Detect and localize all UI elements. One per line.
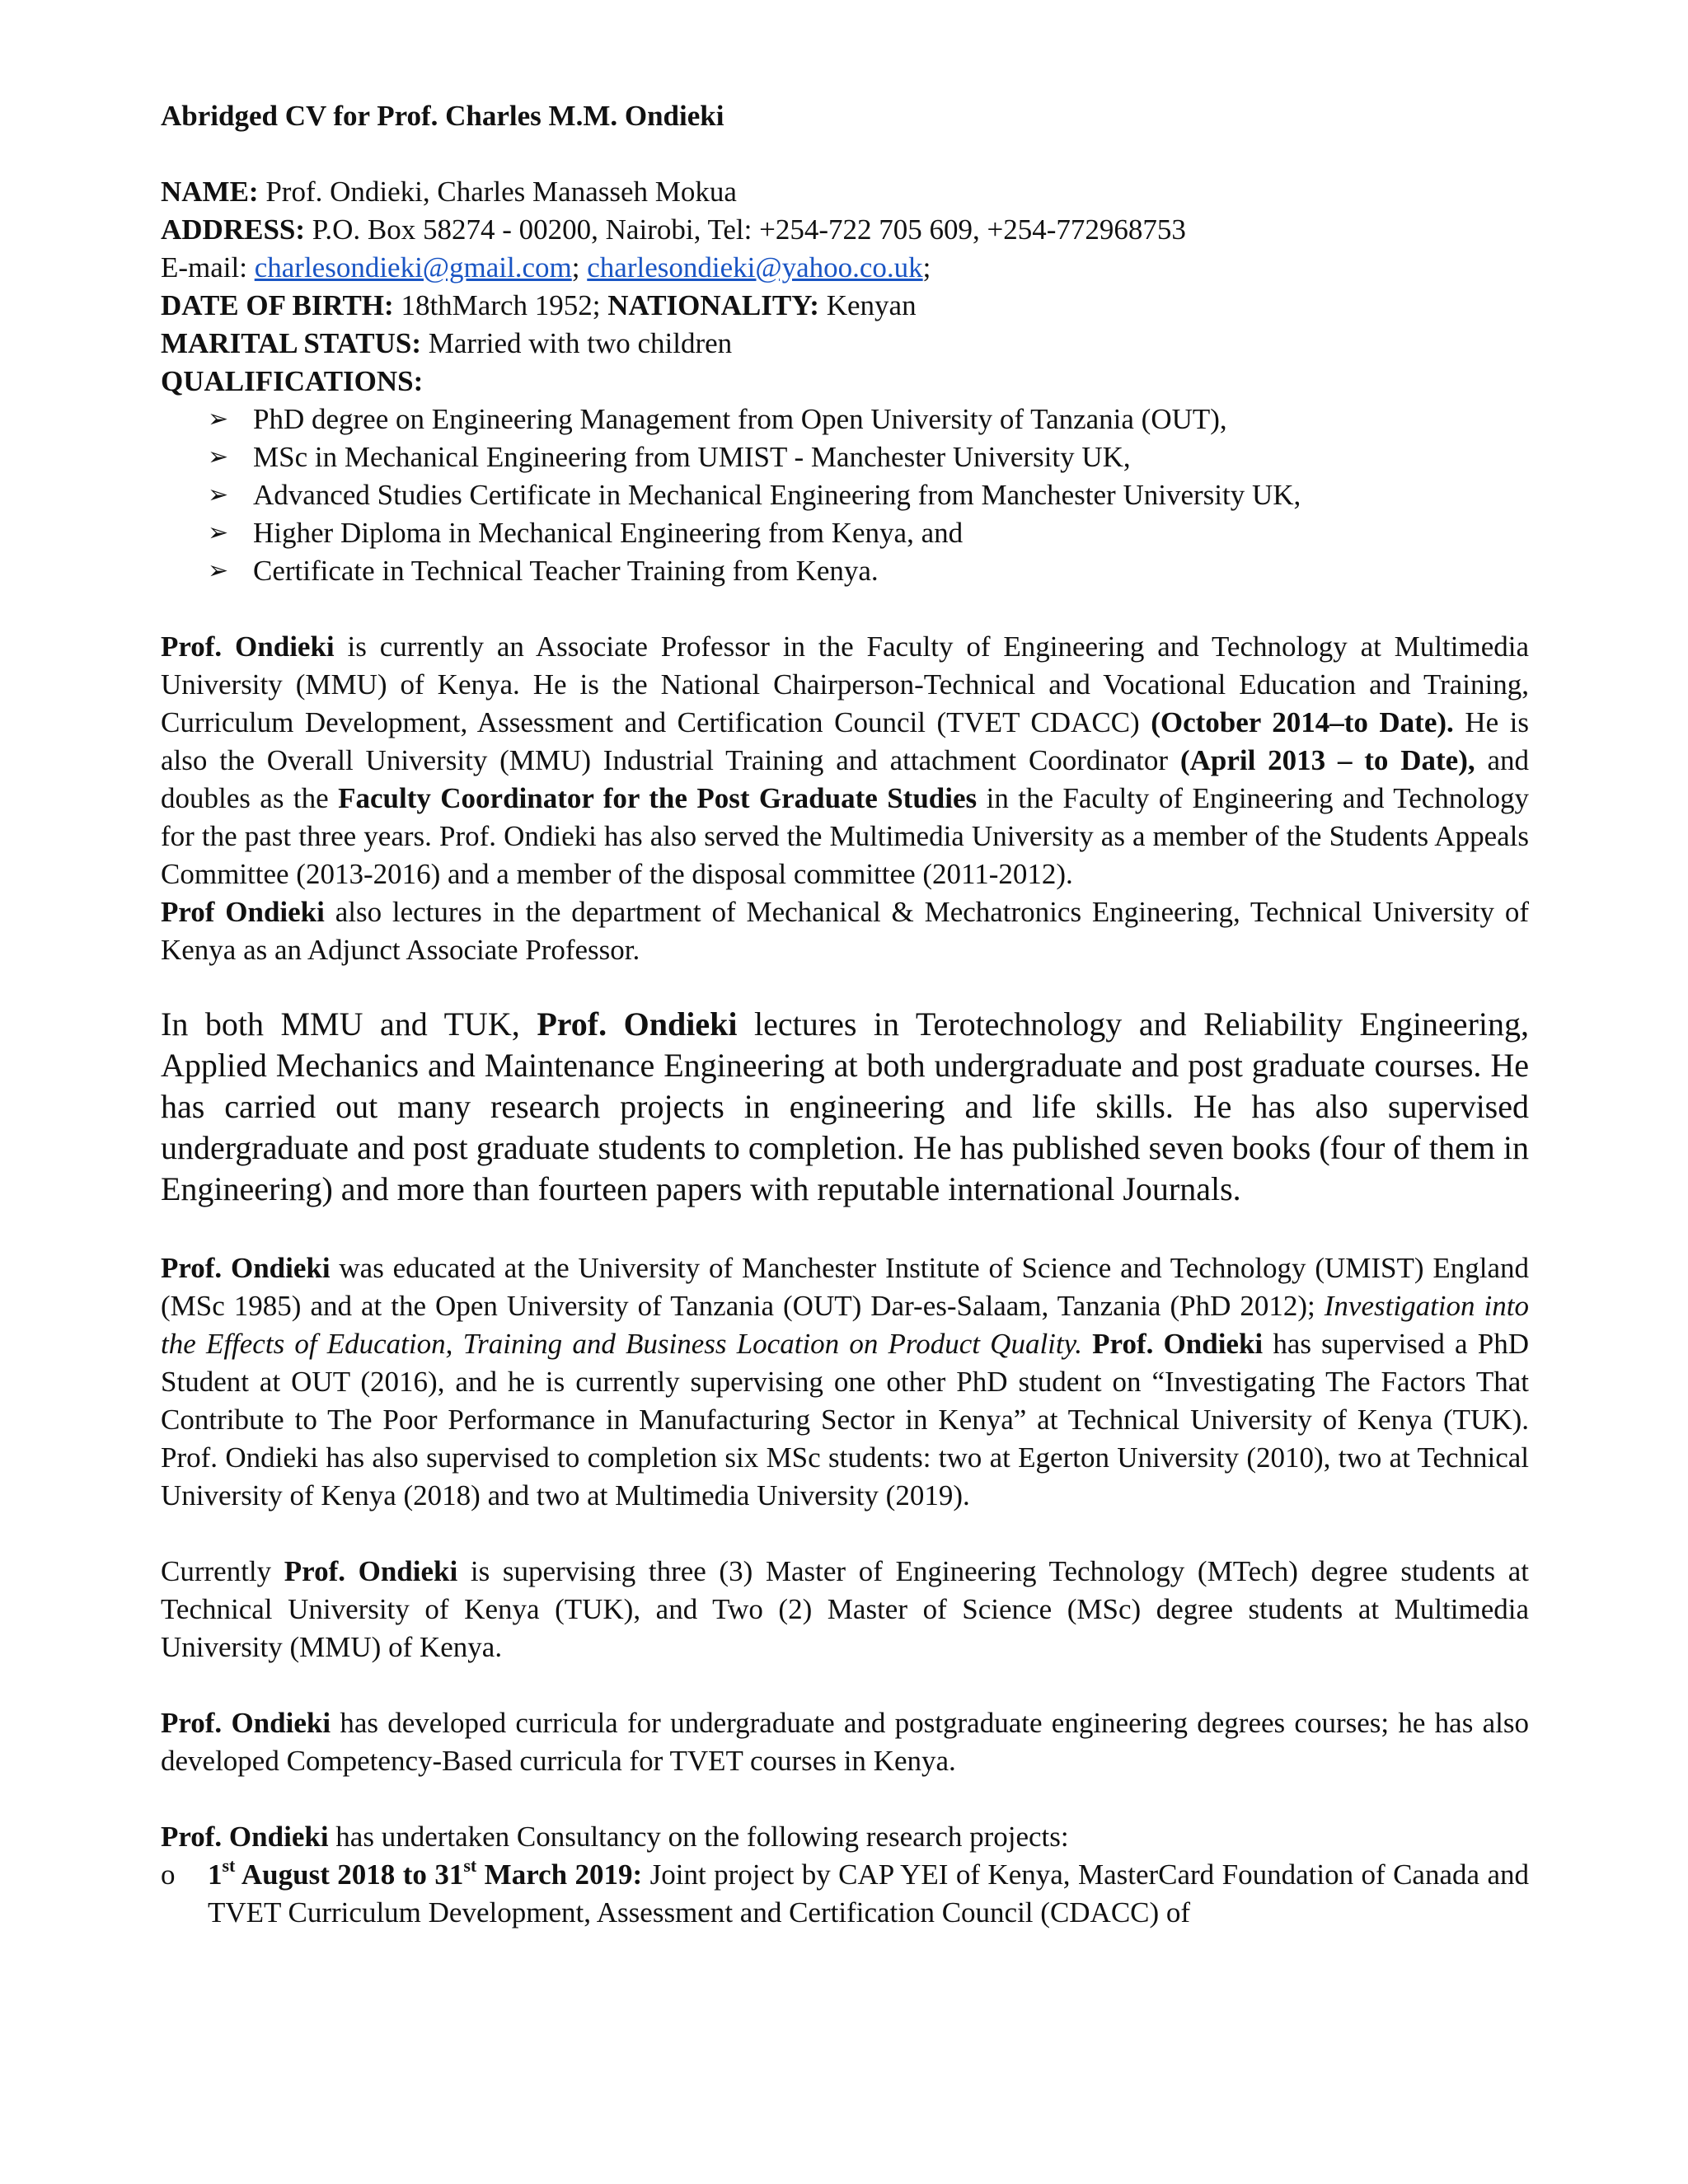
qualification-item [208, 438, 1529, 476]
name-label: NAME: [161, 176, 259, 208]
marital-line [161, 325, 1529, 363]
para-text: also lectures in the department of Mechanical & Mechatronics Engineering, Technical University of Kenya as an Adjunct Associate Professor. [161, 896, 1529, 966]
para-text: lectures in Terotechnology and Reliability Engineering, Applied Mechanics and Maintenance Engineering at both undergraduate and post graduate courses. He has carried out many research projects in engineering and life skills. He has also supervised undergraduate and post graduate students to completion. He has published seven books (four of them in Engineering) and more than fourteen papers with reputable international Journals. [161, 1005, 1529, 1207]
circle-bullet-icon: o [161, 1858, 176, 1891]
dob-label: DATE OF BIRTH: [161, 289, 394, 321]
name-emphasis: Prof. Ondieki [161, 630, 335, 663]
name-emphasis: Prof. Ondieki [161, 1707, 331, 1739]
qualification-item [208, 476, 1529, 514]
qualification-item [208, 514, 1529, 552]
qualification-item [208, 401, 1529, 438]
date-part: 1 [208, 1858, 223, 1891]
para-text: has undertaken Consultancy on the following research projects: [328, 1821, 1069, 1853]
name-value: Prof. Ondieki, Charles Manasseh Mokua [258, 176, 737, 208]
ordinal-suffix: st [222, 1855, 236, 1877]
email-label: E-mail: [161, 251, 255, 284]
qualifications-label: QUALIFICATIONS: [161, 365, 424, 397]
email-end: ; [922, 251, 931, 284]
address-label: ADDRESS: [161, 213, 306, 246]
nationality-value: Kenyan [818, 289, 917, 321]
email-line [161, 249, 1529, 287]
paragraph-education [161, 1249, 1529, 1515]
paragraph-lectures [161, 1004, 1529, 1210]
qualification-item [208, 552, 1529, 590]
para-text [1082, 1328, 1092, 1360]
project-item [161, 1856, 1529, 1932]
marital-label: MARITAL STATUS: [161, 327, 422, 359]
name-emphasis: Prof. Ondieki [1092, 1328, 1264, 1360]
projects-list [161, 1856, 1529, 1932]
cv-document [161, 97, 1529, 1932]
marital-value: Married with two children [421, 327, 733, 359]
para-text: has supervised a PhD Student at OUT (2016), and he is currently supervising one other PhD student on “Investigating The Factors That Contribute to The Poor Performance in Manufacturing Sector in Kenya” at Technical University of Kenya (TUK). Prof. Ondieki has also supervised to completion six MSc students: two at Egerton University (2010), two at Technical University of Kenya (2018) and two at Multimedia University (2019). [161, 1328, 1530, 1511]
para-text: In both MMU and TUK, [161, 1005, 537, 1043]
date-range-emphasis: (April 2013 – to Date), [1179, 744, 1475, 776]
arrow-bullet-icon: ➢ [208, 405, 229, 434]
date-part: March 2019: [476, 1858, 643, 1891]
project-date-range [208, 1855, 643, 1891]
para-text: is currently an Associate Professor in the Faculty of Engineering and Technology at Multimedia University (MMU) of Kenya. He is the National Chairperson-Technical and Vocational Education and Training, Curriculum Development, Assessment and Certification Council (TVET CDACC) [161, 630, 1529, 738]
arrow-bullet-icon: ➢ [208, 518, 229, 547]
paragraph-consultancy [161, 1818, 1529, 1856]
name-emphasis: Prof. Ondieki [161, 1252, 331, 1284]
para-text: in the Faculty of Engineering and Technology for the past three years. Prof. Ondieki has also served the Multimedia University as a member of the Students Appeals Committee (2013-2016) and a member of the disposal committee (2011-2012). [161, 782, 1529, 890]
thesis-title: Investigation into the Effects of Education, Training and Business Location on Product Quality. [161, 1290, 1529, 1360]
name-emphasis: Prof. Ondieki [537, 1005, 738, 1043]
dob-value: 18thMarch 1952; [393, 289, 608, 321]
qualification-text: MSc in Mechanical Engineering from UMIST - Manchester University UK, [253, 441, 1131, 473]
paragraph-curricula [161, 1704, 1529, 1780]
address-value: P.O. Box 58274 - 00200, Nairobi, Tel: +254-722 705 609, +254-772968753 [305, 213, 1186, 246]
email-link-gmail[interactable]: charlesondieki@gmail.com [254, 251, 572, 284]
document-title: Abridged CV for Prof. Charles M.M. Ondieki [161, 100, 724, 132]
name-line [161, 173, 1529, 211]
role-emphasis: Faculty Coordinator for the Post Graduate Studies [338, 782, 978, 814]
arrow-bullet-icon: ➢ [208, 443, 229, 471]
para-text: Currently [161, 1555, 284, 1587]
email-separator: ; [571, 251, 588, 284]
project-description: Joint project by CAP YEI of Kenya, MasterCard Foundation of Canada and TVET Curriculum Development, Assessment and Certification Council (CDACC) of [208, 1858, 1530, 1929]
para-text: He is also the Overall University (MMU) Industrial Training and attachment Coordinator [161, 706, 1530, 776]
para-text: has developed curricula for undergraduate and postgraduate engineering degrees courses; he has also developed Competency-Based curricula for TVET courses in Kenya. [161, 1707, 1529, 1777]
dob-line [161, 287, 1529, 325]
arrow-bullet-icon: ➢ [208, 480, 229, 509]
para-text: is supervising three (3) Master of Engineering Technology (MTech) degree students at Technical University of Kenya (TUK), and Two (2) Master of Science (MSc) degree students at Multimedia University (MMU) of Kenya. [161, 1555, 1530, 1663]
nationality-label: NATIONALITY: [607, 289, 819, 321]
paragraph-adjunct [161, 893, 1529, 969]
email-link-yahoo[interactable]: charlesondieki@yahoo.co.uk [587, 251, 923, 284]
para-text: and doubles as the [161, 744, 1529, 814]
address-line [161, 211, 1529, 249]
para-text: was educated at the University of Manchester Institute of Science and Technology (UMIST) England (MSc 1985) and at the Open University of Tanzania (OUT) Dar-es-Salaam, Tanzania (PhD 2012); [161, 1252, 1529, 1322]
qualification-text: PhD degree on Engineering Management from Open University of Tanzania (OUT), [253, 403, 1227, 435]
qualifications-heading [161, 363, 1529, 401]
qualification-text: Certificate in Technical Teacher Training from Kenya. [253, 555, 879, 587]
qualification-text: Higher Diploma in Mechanical Engineering from Kenya, and [253, 517, 964, 549]
name-emphasis: Prof. Ondieki [161, 1821, 329, 1853]
arrow-bullet-icon: ➢ [208, 556, 229, 585]
name-emphasis: Prof Ondieki [161, 896, 325, 928]
ordinal-suffix: st [463, 1855, 477, 1877]
date-part: August 2018 to 31 [235, 1858, 464, 1891]
name-emphasis: Prof. Ondieki [284, 1555, 458, 1587]
date-range-emphasis: (October 2014–to Date). [1151, 706, 1454, 738]
paragraph-supervising [161, 1553, 1529, 1666]
qualifications-list [161, 401, 1529, 590]
paragraph-current-role [161, 628, 1529, 893]
qualification-text: Advanced Studies Certificate in Mechanical Engineering from Manchester University UK, [253, 479, 1301, 511]
